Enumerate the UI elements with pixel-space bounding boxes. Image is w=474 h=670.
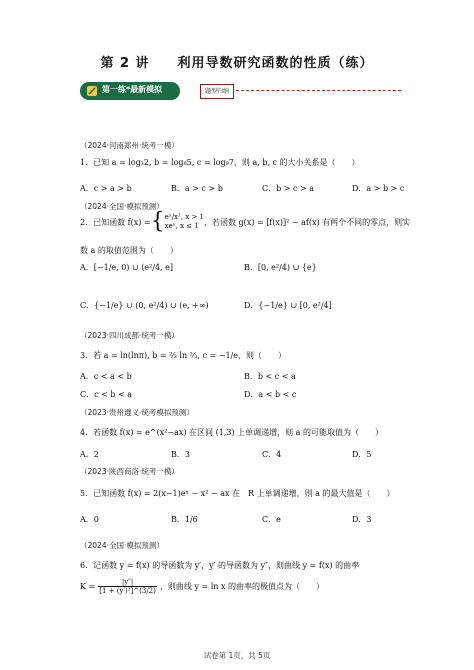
q6-formula — [80, 578, 324, 595]
q3-option-a: A．c < a < b — [80, 372, 132, 381]
q1-option-a: A．c > a > b — [80, 184, 132, 193]
q5-option-d: D．3 — [352, 515, 372, 524]
q4-option-c: C．4 — [262, 450, 282, 459]
q2-case-1: eˣ/x², x > 1 — [164, 213, 204, 221]
q4-source: （2023·贵州遵义·统考模拟预测） — [80, 408, 194, 417]
q2-option-a: A．[−1/e, 0) ∪ (e²/4, e] — [80, 263, 173, 272]
q4-text: 4．若函数 f(x) = e^(x²−ax) 在区间 (1,3) 上单调递增，则 a 的可能取值为（ ） — [80, 428, 383, 437]
q3-option-b: B．b < c < a — [244, 372, 296, 381]
q6-line1: 6．记函数 y = f(x) 的导函数为 y′，y′ 的导函数为 y″，则曲线 y = f(x) 的曲率 — [80, 561, 360, 570]
q2-line2: 数 a 的取值范围为（ ） — [80, 246, 178, 255]
q6-fraction-denominator: [1 + (y′)²]^(3/2) — [99, 587, 156, 595]
q2-prefix: 2．已知函数 f(x) = — [80, 217, 151, 227]
q3-option-d: D．a < b < c — [244, 390, 297, 399]
q1-source: （2024·河南郑州·统考一模） — [80, 141, 179, 150]
q3-text: 3．若 a = ln(lnπ), b = ⅔ ln ⅔, c = −1/e，则（ ） — [80, 351, 286, 360]
q4-option-a: A．2 — [80, 450, 99, 459]
pencil-icon — [86, 85, 98, 97]
q6-line2: ，则曲线 y = ln x 的曲率的极值点为（ ） — [159, 582, 325, 591]
q1-option-d: D．a > b > c — [352, 184, 405, 193]
header-divider — [236, 90, 401, 91]
q1-option-b: B．a > c > b — [171, 184, 223, 193]
q3-option-c: C．c < b < a — [80, 390, 133, 399]
q5-text: 5．已知函数 f(x) = 2(x−1)eˣ − x² − ax 在 R 上单调递增，则 a 的最大值是（ ） — [80, 489, 395, 498]
q2-option-c: C．{−1/e} ∪ (0, e²/4) ∪ (e, +∞) — [80, 301, 209, 310]
q4-option-d: D．5 — [352, 450, 372, 459]
q4-option-b: B．3 — [171, 450, 190, 459]
page-footer: 试卷第 1页，共 5页 — [203, 651, 271, 660]
q2-cases — [165, 213, 204, 231]
q1-text: 1．已知 a = log₃2, b = log₈5, c = log₉7，则 a, b, c 的大小关系是（ ） — [80, 158, 360, 167]
q5-option-b: B．1/6 — [171, 515, 198, 524]
q6-fraction — [98, 578, 157, 595]
q2-brace: { — [150, 209, 165, 234]
q1-option-c: C．b > c > a — [262, 184, 315, 193]
q5-source: （2023·陕西商洛·统考一模） — [80, 467, 179, 476]
q3-source: （2023·四川成都·统考一模） — [80, 331, 179, 340]
section-tag: 题型归纳 — [200, 84, 234, 99]
q6-fraction-numerator: |y″| — [98, 578, 157, 587]
q6-source: （2024·全国·模拟预测） — [80, 541, 164, 550]
banner-label: 第一练*最新模拟 — [102, 85, 163, 94]
q5-option-c: C．e — [262, 515, 281, 524]
q2-case-2: xeˣ, x ≤ 1 — [164, 222, 199, 230]
q2-suffix: ，若函数 g(x) = [f(x)]² − af(x) 有两个不同的零点，则实 — [203, 217, 411, 227]
q2-option-b: B．[0, e²/4) ∪ {e} — [244, 263, 317, 272]
section-banner — [80, 82, 180, 100]
q2-option-d: D．{−1/e} ∪ [0, e²/4] — [244, 301, 332, 310]
q6-formula-lhs: K = — [80, 582, 96, 591]
q2-text — [80, 209, 411, 234]
q5-option-a: A．0 — [80, 515, 99, 524]
q2-source: （2024·全国·模拟预测） — [80, 202, 164, 211]
page-title: 第 2 讲 利用导数研究函数的性质（练） — [100, 56, 374, 71]
